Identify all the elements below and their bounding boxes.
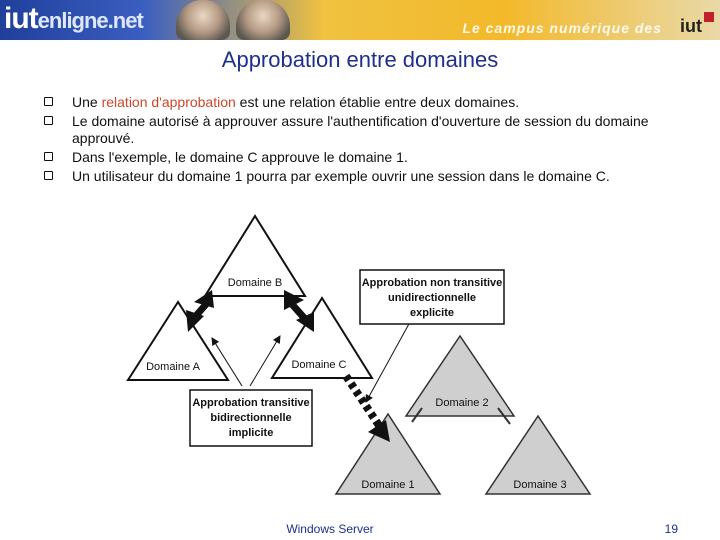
banner-tagline: Le campus numérique des	[462, 20, 662, 36]
checkbox-bullet-icon	[44, 97, 53, 106]
bullet-text: Une	[72, 94, 102, 110]
checkbox-bullet-icon	[44, 171, 53, 180]
bullet-item	[44, 94, 684, 111]
page-number: 19	[664, 522, 678, 536]
nontransitive-line-1: Approbation non transitive	[361, 277, 503, 289]
thick-arrow-b-a	[186, 290, 214, 332]
checkbox-bullet-icon	[44, 152, 53, 161]
banner-photo-2	[236, 0, 290, 40]
header-banner	[0, 0, 720, 40]
domain-2-label: Domaine 2	[435, 397, 489, 409]
bullet-text: est une relation établie entre deux domaines.	[235, 94, 520, 110]
site-logo	[4, 4, 143, 36]
transitive-trust-box	[190, 390, 312, 446]
nontransitive-trust-box	[360, 270, 504, 324]
bullet-item	[44, 149, 684, 166]
domain-b-label: Domaine B	[227, 277, 283, 289]
trust-diagram	[100, 212, 620, 510]
brand-mark-icon	[704, 12, 714, 22]
logo-main-text: iut	[4, 2, 38, 35]
slide-title: Approbation entre domaines	[221, 47, 499, 72]
transitive-line-3: implicite	[228, 427, 274, 439]
transitive-line-1: Approbation transitive	[192, 397, 310, 409]
domain-a-label: Domaine A	[146, 361, 200, 373]
bullet-list	[44, 94, 684, 187]
bullet-text: Le domaine autorisé à approuver assure l'authentification d'ouverture de session du domaine approuvé.	[72, 113, 649, 146]
domain-1-label: Domaine 1	[361, 479, 415, 491]
checkbox-bullet-icon	[44, 116, 53, 125]
pointer-arrow	[366, 322, 410, 402]
nontransitive-line-2: unidirectionnelle	[387, 292, 477, 304]
bullet-text: Dans l'exemple, le domaine C approuve le domaine 1.	[72, 149, 408, 165]
domain-c-label: Domaine C	[291, 359, 347, 371]
bullet-text: Un utilisateur du domaine 1 pourra par exemple ouvrir une session dans le domaine C.	[72, 168, 610, 184]
banner-brand: iut	[680, 16, 702, 36]
bullet-item	[44, 168, 684, 185]
bullet-highlight: relation d'approbation	[101, 94, 236, 110]
footer-title: Windows Server	[286, 522, 374, 536]
banner-photo-1	[176, 0, 230, 40]
logo-sub-text: enligne.net	[37, 8, 143, 33]
nontransitive-line-3: explicite	[409, 307, 455, 319]
bullet-item	[44, 113, 684, 147]
explicit-trust-arrow	[346, 376, 390, 442]
domain-3-label: Domaine 3	[513, 479, 567, 491]
transitive-line-2: bidirectionnelle	[210, 412, 292, 424]
